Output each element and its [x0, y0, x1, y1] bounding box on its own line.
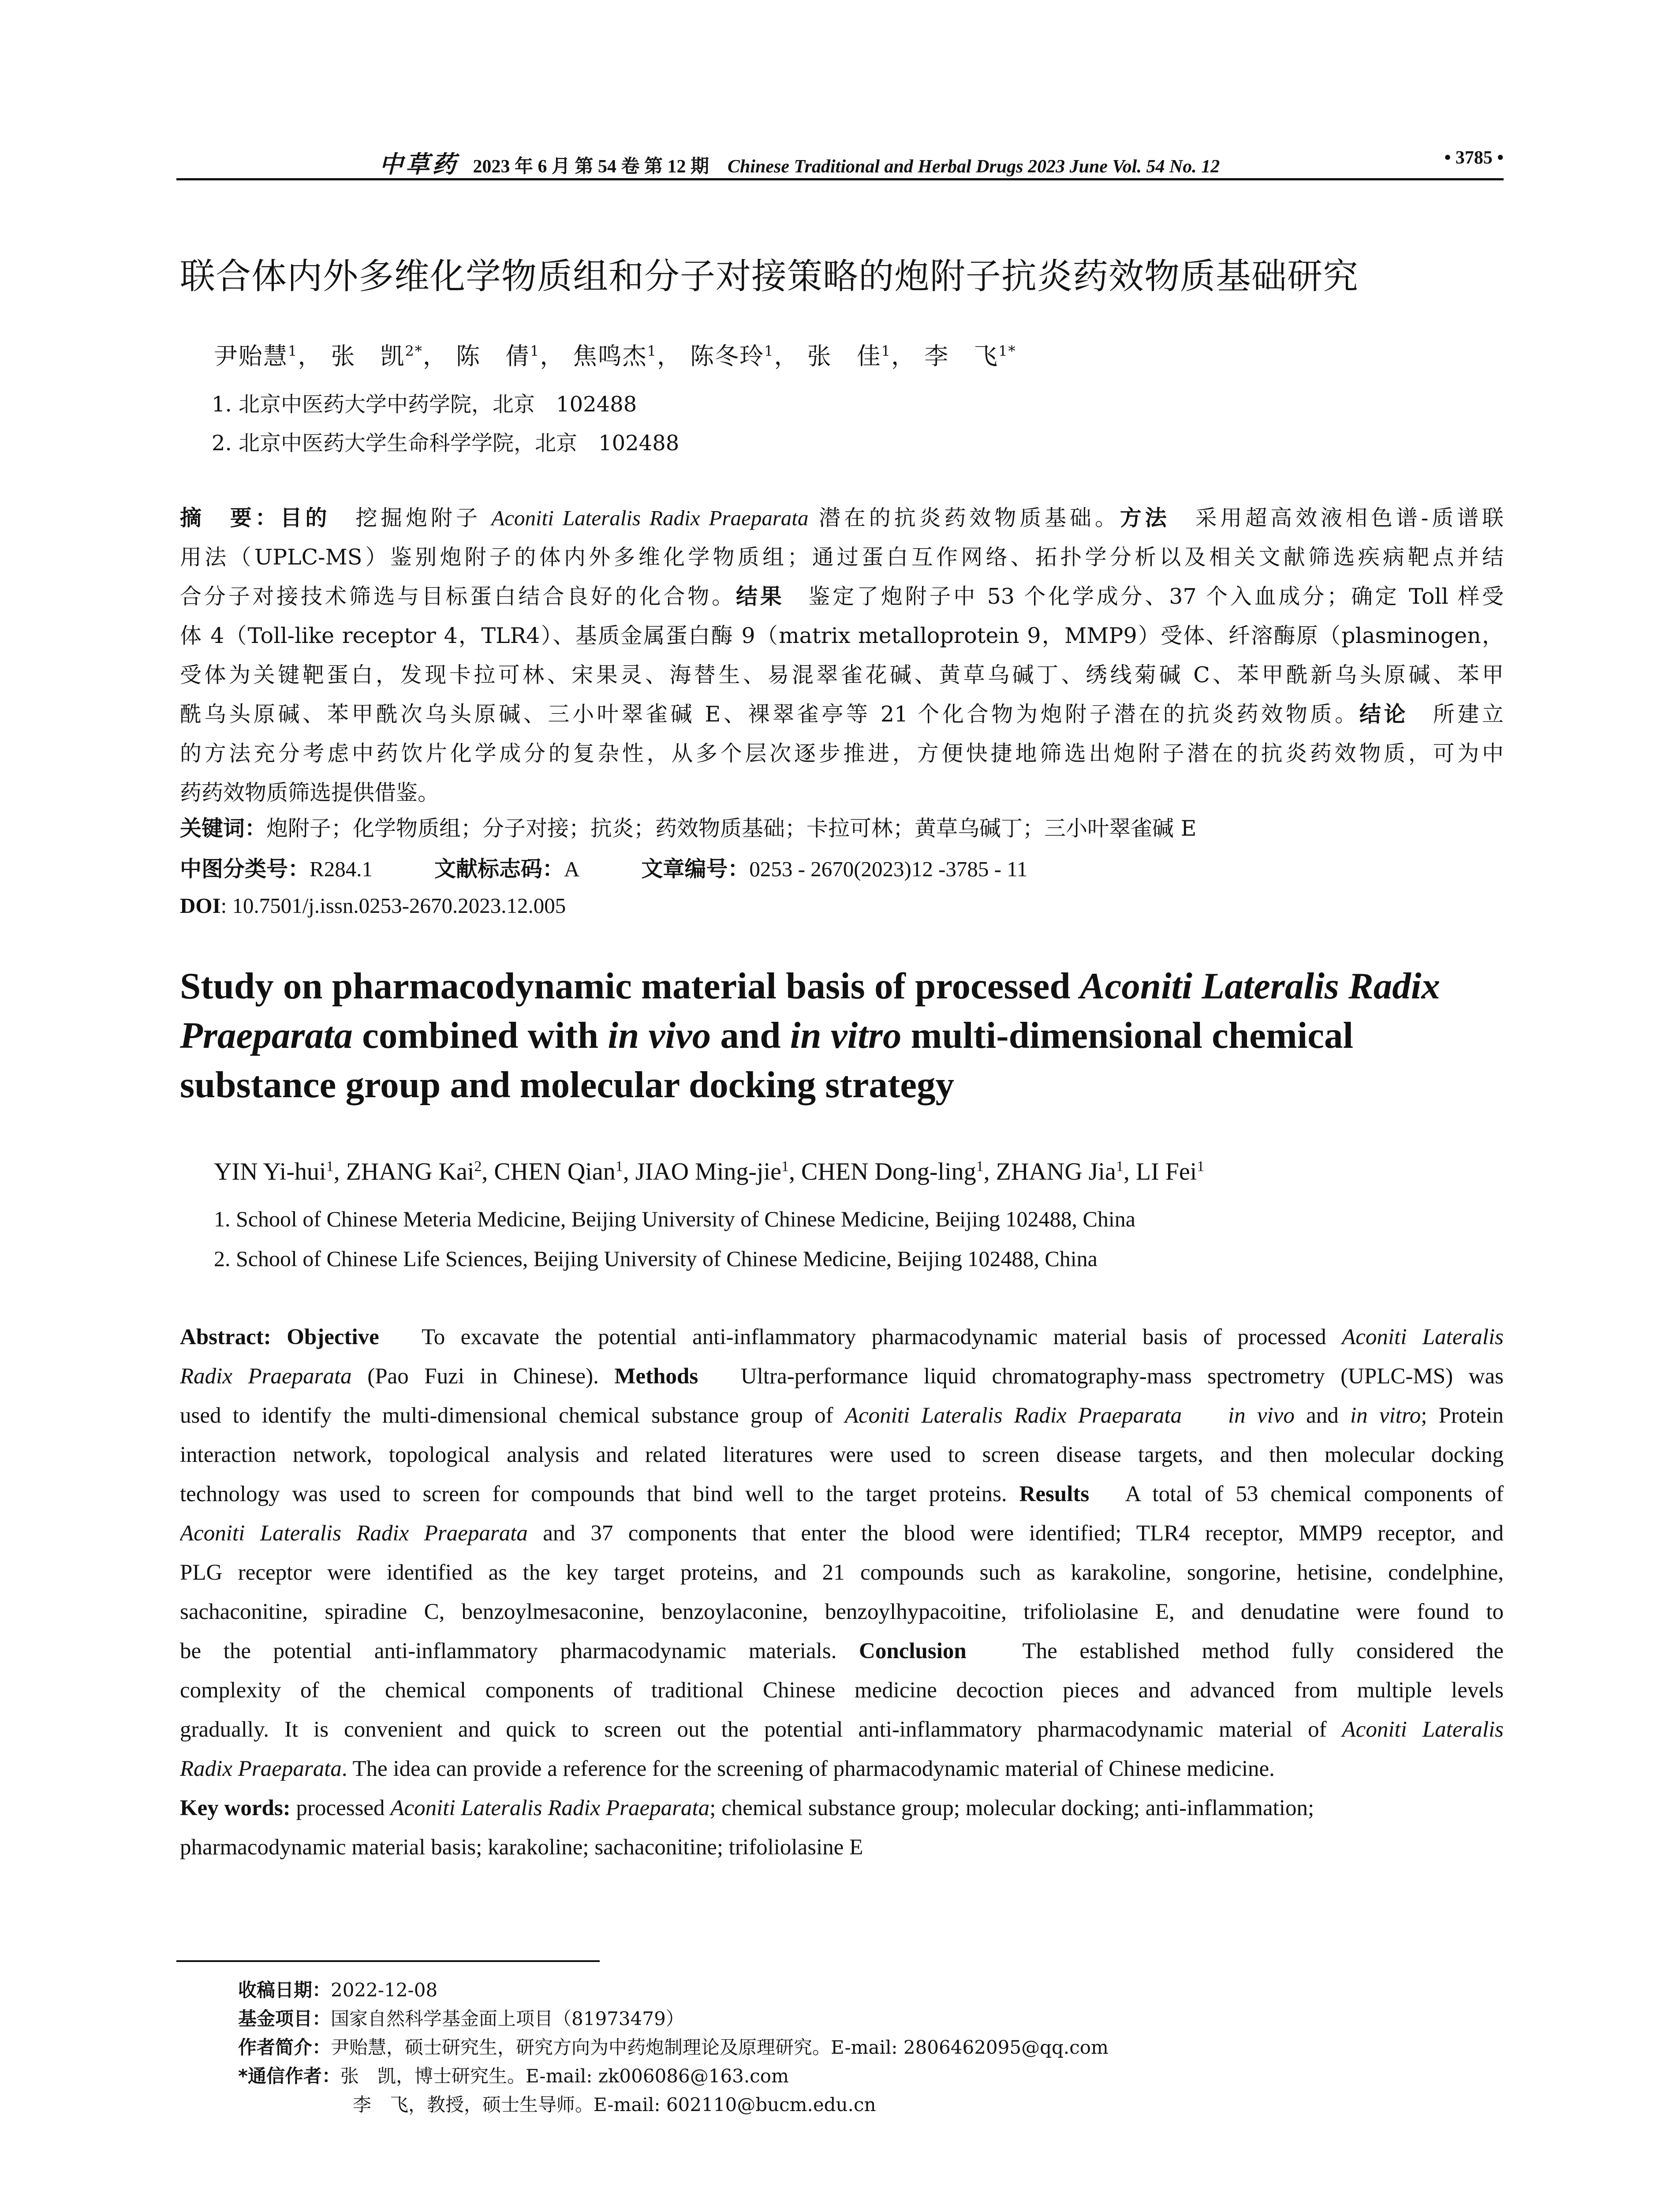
- en-author: YIN Yi-hui: [214, 1158, 326, 1185]
- footnote-corresponding: *通信作者：张 凯，博士研究生。E-mail: zk006086@163.com: [238, 2065, 789, 2087]
- en-affiliation-1: 1. School of Chinese Meteria Medicine, Beijing University of Chinese Medicine, Beijing 102488, China: [214, 1207, 1135, 1231]
- doi: DOI: 10.7501/j.issn.0253-2670.2023.12.005: [180, 893, 566, 918]
- running-header: [379, 146, 1220, 179]
- cn-author: 张 凯: [331, 342, 405, 370]
- en-title: Study on pharmacodynamic material basis of processed Aconiti Lateralis Radix Praeparata combined with in vivo and in vitro multi-dimensional chemical substance group and molecular docking strategy: [180, 965, 1440, 1106]
- cn-abstract-line: 药药效物质筛选提供借鉴。: [180, 780, 440, 805]
- cn-abstract-line: 酰乌头原碱、苯甲酰次乌头原碱、三小叶翠雀碱 E、裸翠雀亭等 21 个化合物为炮附子潜在的抗炎药效物质。结论 所建立: [180, 702, 1504, 727]
- journal-logo: 中草药: [379, 151, 459, 178]
- en-abstract-line: used to identify the multi-dimensional chemical substance group of Aconiti Lateralis Radix Praeparata in vivo and in vitro; Protein: [180, 1403, 1504, 1428]
- en-abstract-line: PLG receptor were identified as the key target proteins, and 21 compounds such as karakoline, songorine, hetisine, condelphine,: [180, 1560, 1504, 1585]
- cn-abstract-line: 合分子对接技术筛选与目标蛋白结合良好的化合物。结果 鉴定了炮附子中 53 个化学成分、37 个入血成分；确定 Toll 样受: [180, 584, 1504, 609]
- footnote-corresponding-2: 李 飞，教授，硕士生导师。E-mail: 602110@bucm.edu.cn: [353, 2094, 876, 2115]
- footnote-fund: 基金项目：国家自然科学基金面上项目（81973479）: [238, 2008, 684, 2029]
- en-abstract-line: interaction network, topological analysis and related literatures were used to screen disease targets, and then molecular docking: [180, 1443, 1504, 1467]
- footnote-author-bio: 作者简介：尹贻慧，硕士研究生，研究方向为中药炮制理论及原理研究。E-mail: 2806462095@qq.com: [238, 2037, 1109, 2058]
- cn-abstract-line: 的方法充分考虑中药饮片化学成分的复杂性，从多个层次逐步推进，方便快捷地筛选出炮附子潜在的抗炎药效物质，可为中: [180, 741, 1504, 766]
- cn-classification: 中图分类号：R284.1 文献标志码：A 文章编号：0253 - 2670(2023)12 -3785 - 11: [180, 856, 1028, 882]
- en-author: LI Fei: [1135, 1158, 1197, 1185]
- cn-author: 陈冬玲: [690, 342, 765, 370]
- cn-abstract-line: 体 4（Toll-like receptor 4，TLR4）、基质金属蛋白酶 9（matrix metalloprotein 9，MMP9）受体、纤溶酶原（plasminogen，: [180, 623, 1504, 648]
- en-abstract-line: Aconiti Lateralis Radix Praeparata and 37 components that enter the blood were identified; TLR4 receptor, MMP9 receptor, and: [180, 1521, 1504, 1546]
- en-abstract-line: sachaconitine, spiradine C, benzoylmesaconine, benzoylaconine, benzoylhypacoitine, trifoliolasine E, and denudatine were found to: [180, 1600, 1504, 1624]
- cn-keywords: 关键词：炮附子；化学物质组；分子对接；抗炎；药效物质基础；卡拉可林；黄草乌碱丁；三小叶翠雀碱 E: [180, 816, 1197, 841]
- en-abstract-line: Abstract: Objective To excavate the potential anti-inflammatory pharmacodynamic material basis of processed Aconiti Lateralis: [180, 1325, 1504, 1349]
- en-author: ZHANG Kai: [346, 1158, 474, 1185]
- cn-author: 张 佳: [807, 342, 881, 370]
- cn-author: 尹贻慧: [214, 342, 288, 370]
- en-abstract-line: gradually. It is convenient and quick to screen out the potential anti-inflammatory pharmacodynamic material of Aconiti Lateralis: [180, 1717, 1504, 1742]
- cn-title: 联合体内外多维化学物质组和分子对接策略的炮附子抗炎药效物质基础研究: [180, 256, 1359, 297]
- en-abstract-line: technology was used to screen for compounds that bind well to the target proteins. Results A total of 53 chemical components of: [180, 1482, 1504, 1506]
- en-author-list: YIN Yi-hui$^1$, ZHANG Kai$^2$, CHEN Qian$^1$, JIAO Ming-jie$^1$, CHEN Dong-ling$^1$, ZHANG Jia$^1$, LI Fei$^1$: [214, 1158, 1205, 1185]
- en-abstract-line: be the potential anti-inflammatory pharmacodynamic materials. Conclusion The established method fully considered the: [180, 1639, 1504, 1663]
- en-keywords-line-2: pharmacodynamic material basis; karakoline; sachaconitine; trifoliolasine E: [180, 1835, 863, 1860]
- cn-affiliation-2: 2. 北京中医药大学生命科学学院，北京 102488: [212, 431, 679, 456]
- issue-cn: 2023 年 6 月 第 54 卷 第 12 期: [473, 157, 709, 177]
- en-author: CHEN Dong-ling: [801, 1158, 976, 1185]
- cn-abstract-line: 用法（UPLC-MS）鉴别炮附子的体内外多维化学物质组；通过蛋白互作网络、拓扑学分析以及相关文献筛选疾病靶点并结: [180, 545, 1504, 570]
- cn-author-list: 尹贻慧$^1$， 张 凯$^{2*}$， 陈 倩$^1$， 焦鸣杰$^1$， 陈冬玲$^1$， 张 佳$^1$， 李 飞$^{1*}$: [214, 342, 1016, 370]
- issue-en: Chinese Traditional and Herbal Drugs 2023 June Vol. 54 No. 12: [728, 157, 1220, 177]
- en-author: ZHANG Jia: [996, 1158, 1116, 1185]
- header-rule: [176, 178, 1504, 180]
- en-affiliation-2: 2. School of Chinese Life Sciences, Beijing University of Chinese Medicine, Beijing 102488, China: [214, 1246, 1098, 1271]
- en-author: JIAO Ming-jie: [635, 1158, 781, 1185]
- footnote-received: 收稿日期：2022-12-08: [238, 1979, 438, 2001]
- en-author: CHEN Qian: [494, 1158, 616, 1185]
- en-abstract-line: complexity of the chemical components of traditional Chinese medicine decoction pieces and advanced from multiple levels: [180, 1678, 1504, 1703]
- en-abstract-line: Radix Praeparata. The idea can provide a reference for the screening of pharmacodynamic material of Chinese medicine.: [180, 1757, 1275, 1781]
- cn-affiliation-1: 1. 北京中医药大学中药学院，北京 102488: [212, 392, 637, 417]
- en-keywords: Key words: processed Aconiti Lateralis Radix Praeparata; chemical substance group; molecular docking; anti-inflammation;: [180, 1796, 1314, 1820]
- cn-abstract-line: 受体为关键靶蛋白，发现卡拉可林、宋果灵、海替生、易混翠雀花碱、黄草乌碱丁、绣线菊碱 C、苯甲酰新乌头原碱、苯甲: [180, 662, 1504, 688]
- cn-abstract-line: 摘 要：目的 挖掘炮附子 Aconiti Lateralis Radix Praeparata 潜在的抗炎药效物质基础。方法 采用超高效液相色谱-质谱联: [180, 505, 1504, 531]
- cn-author: 焦鸣杰: [573, 342, 647, 370]
- footnote-rule: [176, 1960, 600, 1962]
- page-number: • 3785 •: [1444, 148, 1504, 168]
- en-abstract-line: Radix Praeparata (Pao Fuzi in Chinese). Methods Ultra-performance liquid chromatography-mass spectrometry (UPLC-MS) was: [180, 1364, 1504, 1389]
- cn-author: 李 飞: [924, 342, 999, 370]
- cn-author: 陈 倩: [456, 342, 530, 370]
